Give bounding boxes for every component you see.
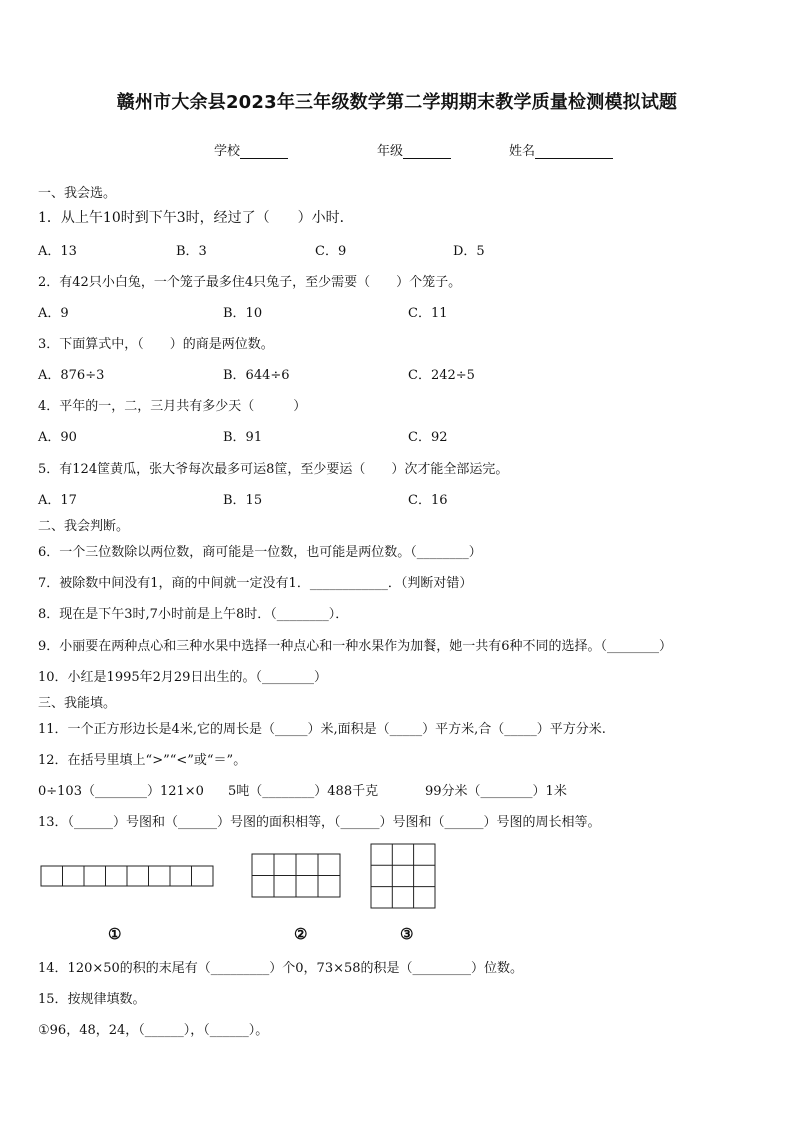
- section-heading: 一、我会选。: [38, 186, 117, 201]
- question-7: 7．被除数中间没有1，商的中间就一定没有1．____________．（判断对错）: [38, 576, 473, 591]
- question-15-sequence: ①96，48，24，（______），（______）。: [38, 1023, 269, 1038]
- figure-1-label: ①: [108, 925, 122, 943]
- q4-option-b[interactable]: B．91: [223, 430, 263, 445]
- section-heading: 三、我能填。: [38, 696, 117, 711]
- q5-option-c[interactable]: C．16: [408, 493, 448, 508]
- figure-3-label: ③: [400, 925, 414, 943]
- q12-item-2[interactable]: 5吨（________）488千克: [228, 784, 379, 799]
- figure-1-grid: [40, 865, 216, 889]
- question-14: 14．120×50的积的末尾有（_________）个0，73×58的积是（_________）位数。: [38, 961, 524, 976]
- q3-option-b[interactable]: B．644÷6: [223, 368, 290, 383]
- q5-option-a[interactable]: A．17: [38, 493, 77, 508]
- school-blank[interactable]: [240, 146, 288, 159]
- figure-2-grid: [251, 853, 343, 899]
- name-blank[interactable]: [535, 146, 613, 159]
- question-4: 4．平年的一，二，三月共有多少天（ ）: [38, 399, 307, 414]
- q3-option-a[interactable]: A．876÷3: [38, 368, 105, 383]
- q1-option-d[interactable]: D．5: [453, 244, 485, 259]
- q1-option-c[interactable]: C．9: [315, 244, 347, 259]
- q2-option-b[interactable]: B．10: [223, 306, 263, 321]
- name-field[interactable]: [509, 140, 613, 159]
- grade-blank[interactable]: [403, 146, 451, 159]
- question-8: 8．现在是下午3时,7小时前是上午8时．（________）．: [38, 607, 349, 622]
- school-label: 学校: [214, 144, 241, 159]
- question-2: 2．有42只小白兔，一个笼子最多住4只兔子，至少需要（ ）个笼子。: [38, 275, 462, 290]
- q3-option-c[interactable]: C．242÷5: [408, 368, 475, 383]
- question-12: 12．在括号里填上“>”“<”或“＝”。: [38, 753, 247, 768]
- question-5: 5．有124筐黄瓜，张大爷每次最多可运8筐，至少要运（ ）次才能全部运完。: [38, 462, 509, 477]
- question-15: 15．按规律填数。: [38, 992, 146, 1007]
- q2-option-a[interactable]: A．9: [38, 306, 69, 321]
- q1-option-a[interactable]: A．13: [38, 244, 77, 259]
- figure-2-label: ②: [294, 925, 308, 943]
- q12-item-3[interactable]: 99分米（________）1米: [425, 784, 567, 799]
- question-3: 3．下面算式中，（ ）的商是两位数。: [38, 337, 274, 352]
- figure-3-grid: [370, 843, 438, 911]
- question-9: 9．小丽要在两种点心和三种水果中选择一种点心和一种水果作为加餐，她一共有6种不同的选择。（________）: [38, 639, 673, 654]
- name-label: 姓名: [509, 144, 536, 159]
- q1-option-b[interactable]: B．3: [176, 244, 207, 259]
- q5-option-b[interactable]: B．15: [223, 493, 263, 508]
- grade-label: 年级: [377, 144, 404, 159]
- page-title: 赣州市大余县2023年三年级数学第二学期期末教学质量检测模拟试题: [116, 92, 678, 113]
- q2-option-c[interactable]: C．11: [408, 306, 448, 321]
- q4-option-a[interactable]: A．90: [38, 430, 77, 445]
- question-1: 1．从上午10时到下午3时，经过了（ ）小时．: [38, 210, 354, 226]
- grade-field[interactable]: [377, 140, 451, 159]
- section-heading: 二、我会判断。: [38, 519, 130, 534]
- question-13: 13．（______）号图和（______）号图的面积相等，（______）号图和（______）号图的周长相等。: [38, 815, 601, 830]
- question-6: 6．一个三位数除以两位数，商可能是一位数，也可能是两位数。（________）: [38, 545, 482, 560]
- q12-item-1[interactable]: 0÷103（________）121×0: [38, 784, 204, 799]
- q4-option-c[interactable]: C．92: [408, 430, 448, 445]
- school-field[interactable]: [214, 140, 288, 159]
- question-11: 11．一个正方形边长是4米,它的周长是（_____）米,面积是（_____）平方米,合（_____）平方分米.: [38, 722, 606, 737]
- question-10: 10．小红是1995年2月29日出生的。（________）: [38, 670, 327, 685]
